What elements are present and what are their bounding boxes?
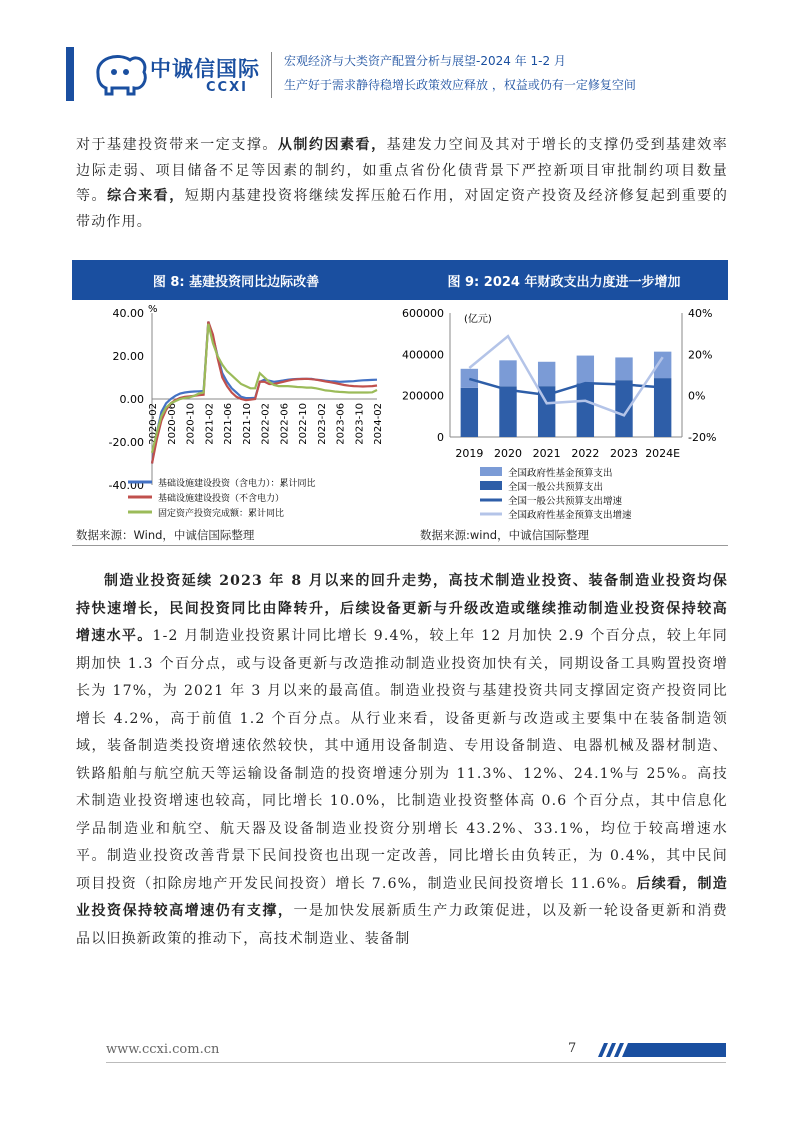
fig9-legend-label: 全国一般公共预算支出	[508, 482, 604, 493]
p1-bold-b: 综合来看，	[107, 188, 185, 205]
fig9-x-tick-label: 2024E	[645, 447, 681, 460]
header-title-line2: 生产好于需求静待稳增长政策效应释放 ，权益或仍有一定修复空间	[284, 78, 636, 92]
logo-english-text: CCXI	[206, 80, 248, 95]
figure9-title: 图 9: 2024 年财政支出力度进一步增加	[400, 260, 728, 300]
fig9-bar-general	[615, 380, 632, 437]
fig9-bar-fund	[615, 357, 632, 380]
fig9-x-tick-label: 2019	[455, 447, 484, 460]
page-number: 7	[568, 1041, 577, 1056]
fig9-left-tick-label: 200000	[402, 389, 444, 403]
figure9-source: 数据来源:wind，中诚信国际整理	[420, 528, 590, 542]
header-accent-bar	[66, 47, 74, 101]
paragraph-2	[76, 568, 728, 953]
footer-url: www.ccxi.com.cn	[106, 1042, 220, 1057]
fig8-legend-label: 固定资产投资完成额：累计同比	[158, 509, 285, 519]
fig9-x-tick-label: 2021	[532, 447, 561, 460]
fig9-x-tick-label: 2020	[494, 447, 522, 460]
fig9-legend-swatch	[480, 467, 502, 476]
p1-text-b: 基建发力空间及其对于增长的支撑仍受到基建效率边际走弱、项目储备不足等因素的制约，如重点省份化债背景下严控新项目审批制约项目数量等。	[76, 137, 728, 205]
fig9-bar-fund	[577, 356, 594, 384]
fig8-x-tick-label: 2023-06	[335, 403, 347, 445]
header-divider	[271, 52, 272, 98]
figure8-chart	[72, 300, 400, 528]
p1-text-a: 对于基建投资带来一定支撑。	[76, 137, 278, 153]
fig8-x-tick-label: 2021-06	[223, 403, 234, 445]
fig9-bar-general	[499, 386, 516, 437]
fig8-ylabel: %	[148, 304, 158, 315]
fig8-x-tick-label: 2022-02	[260, 403, 272, 445]
header-title-line1: 宏观经济与大类资产配置分析与展望-2024 年 1-2 月	[284, 54, 566, 68]
fig8-x-tick-label: 2020-06	[166, 403, 178, 445]
fig8-x-tick-label: 2022-06	[279, 403, 291, 445]
fig9-right-tick-label: -20%	[688, 431, 717, 444]
fig9-right-tick-label: 0%	[688, 389, 706, 403]
figure8-box	[72, 300, 400, 546]
fig9-growth-line-1	[469, 336, 662, 415]
fig9-legend-label: 全国一般公共预算支出增速	[508, 496, 623, 507]
fig8-y-tick-label: -40.00	[108, 479, 144, 492]
fig9-left-tick-label: 0	[437, 431, 444, 444]
fig9-bar-fund	[538, 362, 555, 386]
fig9-growth-line-0	[469, 379, 662, 395]
figure8-title: 图 8: 基建投资同比边际改善	[72, 260, 400, 300]
fig9-bar-fund	[499, 360, 516, 386]
fig9-bar-general	[577, 383, 594, 437]
fig9-left-tick-label: 400000	[402, 348, 444, 362]
fig9-x-tick-label: 2023	[610, 447, 638, 460]
fig8-x-tick-label: 2024-02	[373, 403, 384, 445]
fig9-x-tick-label: 2022	[571, 447, 600, 460]
fig9-right-tick-label: 20%	[688, 348, 713, 362]
fig8-x-tick-label: 2023-02	[316, 403, 328, 445]
footer-stripe-decoration	[592, 1043, 726, 1057]
fig8-y-tick-label: 0.00	[119, 393, 144, 406]
figure8-source: 数据来源：Wind，中诚信国际整理	[76, 528, 255, 542]
fig9-bar-fund	[461, 369, 478, 388]
p2-bold-a: 制造业投资延续 2023 年 8 月以来的回升走势，高技术制造业投资、装备制造业投资均保持快速增长，民间投资同比由降转升，后续设备更新与升级改造或继续推动制造业投资保持较高增速水平。	[76, 573, 728, 644]
fig8-y-tick-label: -20.00	[108, 436, 144, 449]
fig8-x-tick-label: 2022-10	[298, 403, 309, 445]
fig8-legend-label: 基础设施建设投资（含电力）：累计同比	[158, 479, 316, 489]
fig9-legend-swatch	[480, 481, 502, 490]
fig8-x-tick-label: 2020-10	[185, 403, 197, 445]
fig9-unit-label: (亿元)	[464, 314, 492, 325]
figure9-box	[400, 300, 728, 546]
fig8-y-tick-label: 40.00	[112, 307, 144, 320]
fig8-x-tick-label: 2021-10	[241, 403, 253, 445]
fig9-left-tick-label: 600000	[402, 307, 444, 320]
fig8-x-tick-label: 2021-02	[204, 403, 216, 445]
p2-bold-b: 后续看，制造业投资保持较高增速仍有支撑，	[76, 875, 729, 919]
fig9-bar-general	[461, 388, 478, 437]
p2-text-a: 1-2 月制造业投资累计同比增长 9.4%，较上年 12 月加快 2.9 个百分点，较上年同期加快 1.3 个百分点，或与设备更新与改造推动制造业投资加快有关，同期设备工具购置投资增长为 17%，为 2021 年 3 月以来的最高值。制造业投资与基建投资共同支撑固定资产投资同比增长 4.2%，高于前值 1.2 个百分点。从行业来看，设备更新与改造或主要集中在装备制造领域，装备制造类投资增速依然较快，其中通用设备制造、专用设备制造、电器机械及器材制造、铁路船舶与航空航天等运输设备制造的投资增速分别为 11.3%、12%、24.1%与 25%。高技术制造业投资增速也较高，同比增长 10.0%，比制造业投资整体高 0.6 个百分点，其中信息化学品制造业和航空、航天器及设备制造业投资分别增长 43.2%、33.1%，均位于较高增速水平。制造业投资改善背景下民间投资也出现一定改善，同比增长由负转正，为 0.4%，其中民间项目投资（扣除房地产开发民间投资）增长 7.6%，制造业民间投资增长 11.6%。	[76, 628, 729, 892]
figure9-chart	[400, 300, 728, 528]
footer-divider	[106, 1062, 726, 1063]
fig8-x-tick-label: 2023-10	[354, 403, 366, 445]
p1-text-c: 短期内基建投资将继续发挥压舱石作用，对固定资产投资及经济修复起到重要的带动作用。	[76, 188, 729, 230]
fig8-y-tick-label: 20.00	[112, 350, 144, 363]
paragraph-1	[76, 133, 728, 235]
p1-bold-a: 从制约因素看，	[277, 137, 387, 153]
p2-text-b: 一是加快发展新质生产力政策促进，以及新一轮设备更新和消费品以旧换新政策的推动下，高技术制造业、装备制	[76, 903, 728, 947]
logo-chinese-text: 中诚信国际	[150, 57, 260, 81]
fig9-right-tick-label: 40%	[688, 307, 713, 320]
fig9-legend-label: 全国政府性基金预算支出增速	[508, 510, 632, 521]
fig9-legend-label: 全国政府性基金预算支出	[508, 468, 613, 479]
fig8-x-tick-label: 2020-02	[148, 403, 159, 445]
fig8-legend-label: 基础设施建设投资（不含电力）	[158, 494, 285, 504]
